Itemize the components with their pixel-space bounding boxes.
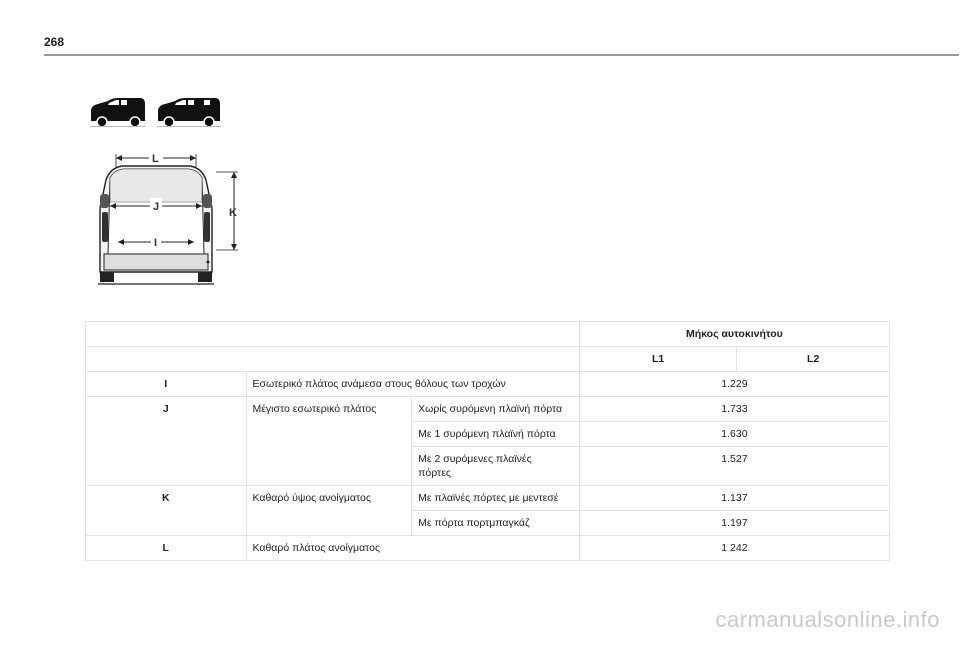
van-l2-side-icon xyxy=(157,98,221,127)
label-j: J xyxy=(153,201,160,213)
label-k: K xyxy=(229,207,237,219)
vehicle-length-icons xyxy=(88,92,228,132)
row-cond-k2: Με πόρτα πορτμπαγκάζ xyxy=(412,511,580,536)
watermark: carmanualsonline.info xyxy=(715,607,940,632)
row-desc-k: Καθαρό ύψος ανοίγματος xyxy=(246,486,412,536)
row-code-j: J xyxy=(86,397,247,486)
row-value-k1: 1.137 xyxy=(579,486,889,511)
table-row xyxy=(86,486,890,511)
col-l1-header: L1 xyxy=(579,347,737,372)
row-cond-j2: Με 1 συρόμενη πλαϊνή πόρτα xyxy=(412,422,580,447)
row-code-i: I xyxy=(86,372,247,397)
row-value-j1: 1.733 xyxy=(579,397,889,422)
row-value-j3: 1.527 xyxy=(579,447,889,486)
vehicle-length-header: Μήκος αυτοκινήτου xyxy=(579,322,889,347)
row-cond-k1: Με πλαϊνές πόρτες με μεντεσέ xyxy=(412,486,580,511)
dimension-k xyxy=(216,172,238,250)
row-code-k: K xyxy=(86,486,247,536)
row-value-j2: 1.630 xyxy=(579,422,889,447)
van-body xyxy=(98,166,214,284)
row-cond-j3-line2: πόρτες xyxy=(418,467,451,479)
row-desc-j: Μέγιστο εσωτερικό πλάτος xyxy=(246,397,412,486)
row-value-k2: 1.197 xyxy=(579,511,889,536)
row-value-l: 1 242 xyxy=(579,536,889,561)
table-row xyxy=(86,397,890,422)
label-l: L xyxy=(152,153,159,165)
col-l2-header: L2 xyxy=(737,347,890,372)
label-i: I xyxy=(154,237,158,249)
table-row xyxy=(86,536,890,561)
row-code-l: L xyxy=(86,536,247,561)
row-cond-j3 xyxy=(412,447,580,486)
row-cond-j3-line1: Με 2 συρόμενες πλαϊνές xyxy=(418,453,532,465)
row-desc-i: Εσωτερικό πλάτος ανάμεσα στους θόλους των τροχών xyxy=(246,372,579,397)
table-subheader-row xyxy=(86,347,890,372)
row-value-i: 1.229 xyxy=(579,372,889,397)
dimensions-table xyxy=(85,321,890,561)
row-desc-l: Καθαρό πλάτος ανοίγματος xyxy=(246,536,579,561)
row-cond-j1: Χωρίς συρόμενη πλαϊνή πόρτα xyxy=(412,397,580,422)
page-number: 268 xyxy=(44,35,65,49)
table-row xyxy=(86,372,890,397)
van-rear-dimensions-diagram xyxy=(88,150,248,290)
header-rule xyxy=(44,54,959,56)
table-header-row xyxy=(86,322,890,347)
van-l1-side-icon xyxy=(90,98,146,127)
